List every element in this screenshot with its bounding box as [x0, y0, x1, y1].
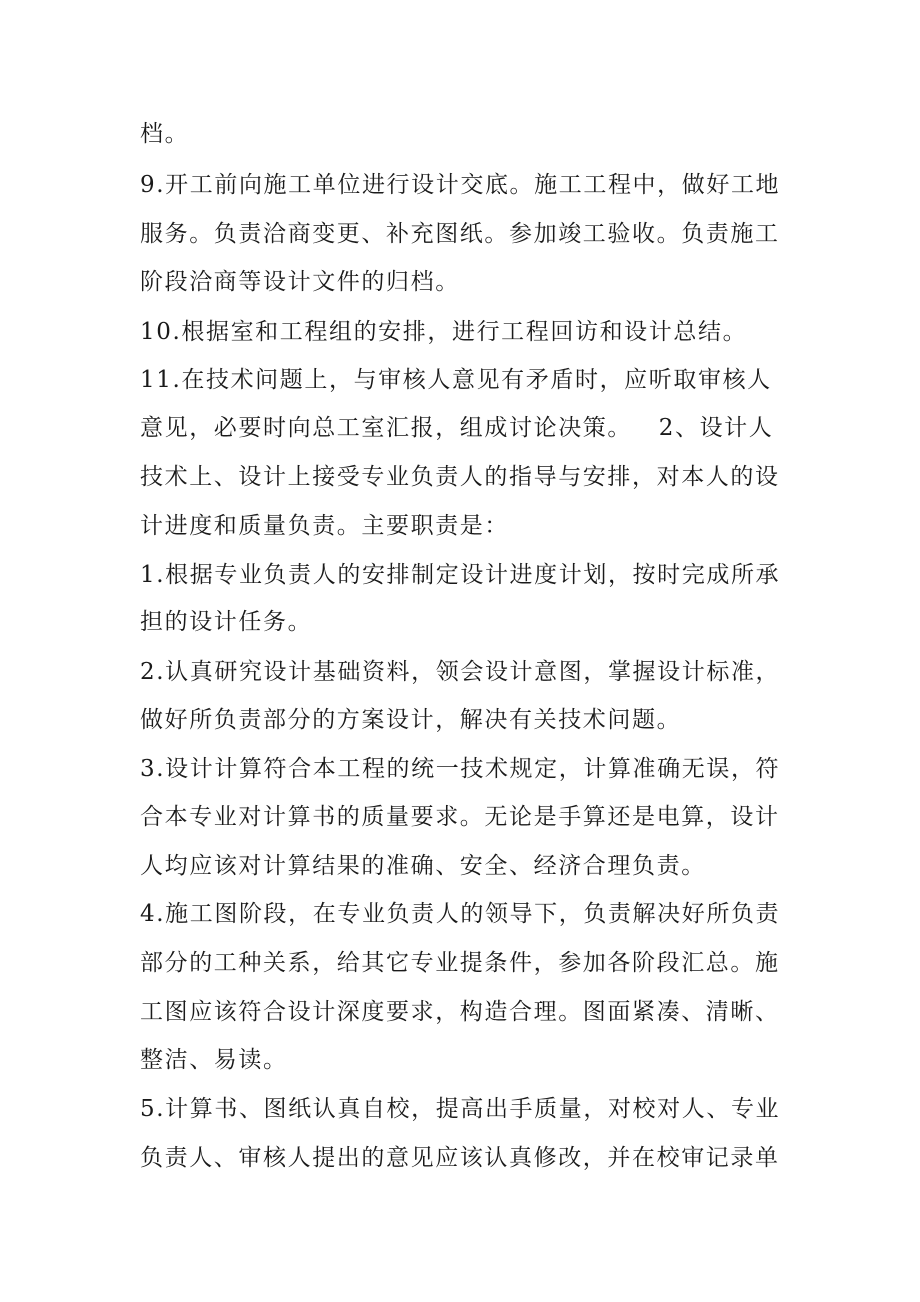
text-line: 服务。负责洽商变更、补充图纸。参加竣工验收。负责施工: [140, 221, 780, 247]
text-line: 负责人、审核人提出的意见应该认真修改，并在校审记录单: [140, 1145, 780, 1171]
text-line: 4.施工图阶段，在专业负责人的领导下，负责解决好所负责: [140, 901, 781, 927]
text-line: 2.认真研究设计基础资料，领会设计意图，掌握设计标准，: [140, 659, 781, 685]
text-line: 9.开工前向施工单位进行设计交底。施工工程中，做好工地: [140, 172, 781, 198]
text-line: 工图应该符合设计深度要求，构造合理。图面紧凑、清晰、: [140, 999, 780, 1025]
text-line: 1.根据专业负责人的安排制定设计进度计划，按时完成所承: [140, 562, 781, 588]
text-line: 5.计算书、图纸认真自校，提高出手质量，对校对人、专业: [140, 1096, 781, 1122]
text-line: 技术上、设计上接受专业负责人的指导与安排，对本人的设: [140, 464, 780, 490]
text-line: 担的设计任务。: [140, 609, 313, 635]
text-line: 档。: [140, 121, 190, 147]
text-line: 3.设计计算符合本工程的统一技术规定，计算准确无误，符: [140, 756, 781, 782]
text-line: 阶段洽商等设计文件的归档。: [140, 269, 460, 295]
text-line: 人均应该对计算结果的准确、安全、经济合理负责。: [140, 853, 706, 879]
text-line: 部分的工种关系，给其它专业提条件，参加各阶段汇总。施: [140, 950, 780, 976]
text-line: 做好所负责部分的方案设计，解决有关技术问题。: [140, 707, 682, 733]
text-line: 合本专业对计算书的质量要求。无论是手算还是电算，设计: [140, 804, 780, 830]
text-line: 意见，必要时向总工室汇报，组成讨论决策。 2、设计人: [140, 415, 774, 441]
text-line: 计进度和质量负责。主要职责是：: [140, 513, 509, 539]
text-line: 整洁、易读。: [140, 1047, 288, 1073]
text-line: 11.在技术问题上，与审核人意见有矛盾时，应听取审核人: [140, 367, 772, 393]
text-line: 10.根据室和工程组的安排，进行工程回访和设计总结。: [140, 319, 748, 345]
